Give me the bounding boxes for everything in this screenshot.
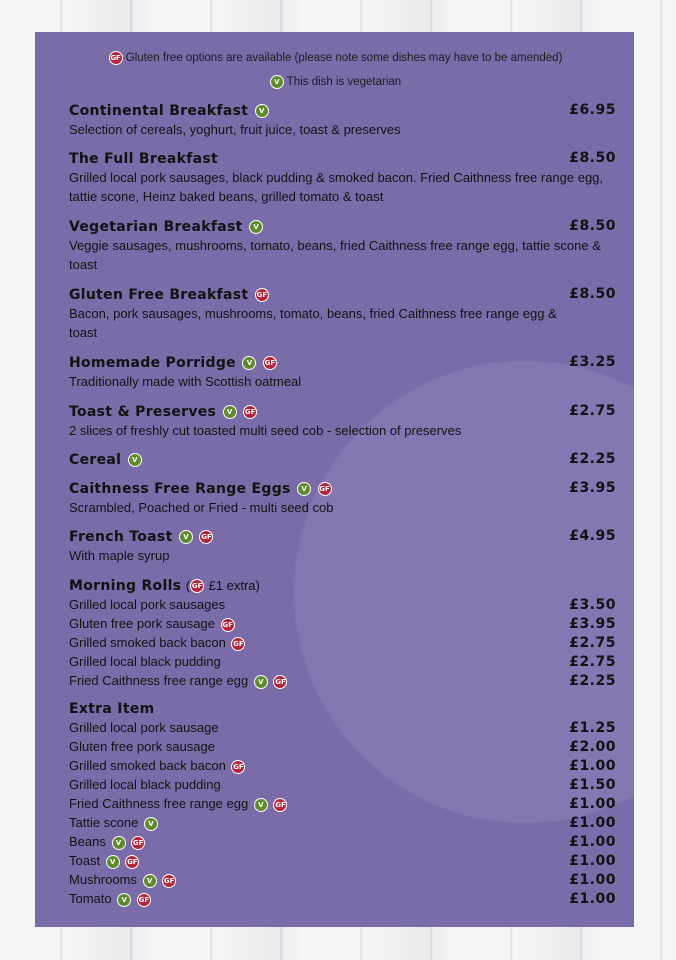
list-item — [69, 616, 616, 635]
item-title: The Full Breakfast — [69, 151, 218, 167]
item-description: With maple syrup — [69, 548, 170, 563]
item-price: £3.25 — [569, 354, 616, 370]
section-extra-note: £1 extra) — [208, 578, 260, 593]
vegetarian-note — [35, 75, 634, 89]
gluten-free-icon: GF — [131, 836, 145, 850]
list-item — [69, 872, 616, 891]
menu-item-caithness-eggs — [69, 480, 616, 517]
item-price: £8.50 — [569, 218, 616, 234]
vegetarian-icon: V — [128, 453, 142, 467]
row-label: Grilled local pork sausages — [69, 597, 226, 612]
gluten-free-icon: GF — [231, 637, 245, 651]
list-item — [69, 891, 616, 910]
list-item — [69, 597, 616, 616]
vegetarian-icon: V — [179, 530, 193, 544]
menu-item-full-breakfast — [69, 150, 616, 206]
menu-item-toast-preserves — [69, 403, 616, 440]
row-label: Gluten free pork sausage — [69, 616, 215, 631]
vegetarian-icon: V — [106, 855, 120, 869]
row-price: £2.25 — [569, 673, 616, 689]
item-description: Selection of cereals, yoghurt, fruit juice, toast & preserves — [69, 122, 401, 137]
row-price: £1.00 — [569, 796, 616, 812]
menu-panel — [35, 32, 634, 927]
item-title: Toast & Preserves — [69, 404, 217, 420]
row-label: Grilled local black pudding — [69, 777, 221, 792]
item-price: £8.50 — [569, 150, 616, 166]
gluten-free-icon: GF — [318, 482, 332, 496]
gluten-free-icon: GF — [190, 579, 204, 593]
vegetarian-icon: V — [254, 675, 268, 689]
list-item — [69, 834, 616, 853]
list-item — [69, 635, 616, 654]
vegetarian-icon: V — [270, 75, 284, 89]
item-price: £4.95 — [569, 528, 616, 544]
list-item — [69, 815, 616, 834]
row-price: £3.50 — [569, 597, 616, 613]
menu-item-homemade-porridge — [69, 354, 616, 391]
vegetarian-icon: V — [143, 874, 157, 888]
menu-item-continental-breakfast — [69, 102, 616, 139]
gluten-free-icon: GF — [243, 405, 257, 419]
row-label: Beans — [69, 834, 106, 849]
menu-item-gluten-free-breakfast — [69, 286, 616, 342]
row-label: Grilled local black pudding — [69, 654, 221, 669]
item-price: £3.95 — [569, 480, 616, 496]
menu-item-vegetarian-breakfast — [69, 218, 616, 274]
row-price: £1.00 — [569, 834, 616, 850]
row-label: Grilled smoked back bacon — [69, 635, 226, 650]
item-title: Gluten Free Breakfast — [69, 287, 249, 303]
row-price: £2.75 — [569, 654, 616, 670]
row-label: Grilled local pork sausage — [69, 720, 219, 735]
gluten-free-icon: GF — [255, 288, 269, 302]
gluten-free-icon: GF — [199, 530, 213, 544]
section-title: Extra Item — [69, 701, 155, 717]
item-title: Continental Breakfast — [69, 103, 249, 119]
vegetarian-note-text: This dish is vegetarian — [286, 76, 402, 89]
vegetarian-icon: V — [112, 836, 126, 850]
row-label: Tattie scone — [69, 815, 139, 830]
gluten-free-icon: GF — [125, 855, 139, 869]
gluten-free-icon: GF — [109, 51, 123, 65]
item-description: Bacon, pork sausages, mushrooms, tomato, beans, fried Caithness free range egg & toast — [69, 306, 557, 340]
row-price: £2.75 — [569, 635, 616, 651]
row-price: £1.00 — [569, 815, 616, 831]
item-description: 2 slices of freshly cut toasted multi seed cob - selection of preserves — [69, 423, 462, 438]
row-price: £3.95 — [569, 616, 616, 632]
item-description: Traditionally made with Scottish oatmeal — [69, 374, 302, 389]
item-description: Grilled local pork sausages, black pudding & smoked bacon. Fried Caithness free range egg, tattie scone, Heinz baked beans, grilled tomato & toast — [69, 170, 604, 204]
gluten-free-icon: GF — [273, 675, 287, 689]
section-morning-rolls — [69, 577, 616, 595]
open-paren: ( — [185, 578, 191, 593]
row-price: £1.50 — [569, 777, 616, 793]
gluten-free-icon: GF — [221, 618, 235, 632]
gluten-free-icon: GF — [137, 893, 151, 907]
gluten-free-note — [35, 51, 634, 65]
row-label: Mushrooms — [69, 872, 137, 887]
vegetarian-icon: V — [255, 104, 269, 118]
item-title: French Toast — [69, 529, 173, 545]
list-item — [69, 673, 616, 692]
row-price: £1.00 — [569, 891, 616, 907]
row-label: Fried Caithness free range egg — [69, 796, 249, 811]
row-label: Toast — [69, 853, 101, 868]
item-title: Vegetarian Breakfast — [69, 219, 243, 235]
list-item — [69, 758, 616, 777]
section-extra-item — [69, 700, 616, 718]
item-title: Cereal — [69, 452, 122, 468]
row-label: Gluten free pork sausage — [69, 739, 215, 754]
vegetarian-icon: V — [144, 817, 158, 831]
row-price: £1.25 — [569, 720, 616, 736]
item-description: Scrambled, Poached or Fried - multi seed cob — [69, 500, 334, 515]
row-price: £2.00 — [569, 739, 616, 755]
list-item — [69, 739, 616, 758]
vegetarian-icon: V — [297, 482, 311, 496]
list-item — [69, 654, 616, 673]
gluten-free-icon: GF — [273, 798, 287, 812]
gluten-free-icon: GF — [263, 356, 277, 370]
item-price: £2.25 — [569, 451, 616, 467]
vegetarian-icon: V — [117, 893, 131, 907]
vegetarian-icon: V — [254, 798, 268, 812]
vegetarian-icon: V — [242, 356, 256, 370]
row-price: £1.00 — [569, 758, 616, 774]
list-item — [69, 853, 616, 872]
list-item — [69, 720, 616, 739]
list-item — [69, 796, 616, 815]
section-title: Morning Rolls — [69, 578, 182, 594]
gluten-free-note-text: Gluten free options are available (please note some dishes may have to be amended) — [125, 52, 563, 65]
row-label: Tomato — [69, 891, 112, 906]
item-title: Caithness Free Range Eggs — [69, 481, 291, 497]
item-title: Homemade Porridge — [69, 355, 236, 371]
row-label: Grilled smoked back bacon — [69, 758, 226, 773]
gluten-free-icon: GF — [231, 760, 245, 774]
item-price: £6.95 — [569, 102, 616, 118]
vegetarian-icon: V — [223, 405, 237, 419]
list-item — [69, 777, 616, 796]
row-price: £1.00 — [569, 853, 616, 869]
menu-item-cereal — [69, 451, 616, 469]
row-price: £1.00 — [569, 872, 616, 888]
item-price: £2.75 — [569, 403, 616, 419]
gluten-free-icon: GF — [162, 874, 176, 888]
row-label: Fried Caithness free range egg — [69, 673, 249, 688]
menu-item-french-toast — [69, 528, 616, 565]
item-description: Veggie sausages, mushrooms, tomato, beans, fried Caithness free range egg, tattie scone & toast — [69, 238, 601, 272]
item-price: £8.50 — [569, 286, 616, 302]
vegetarian-icon: V — [249, 220, 263, 234]
